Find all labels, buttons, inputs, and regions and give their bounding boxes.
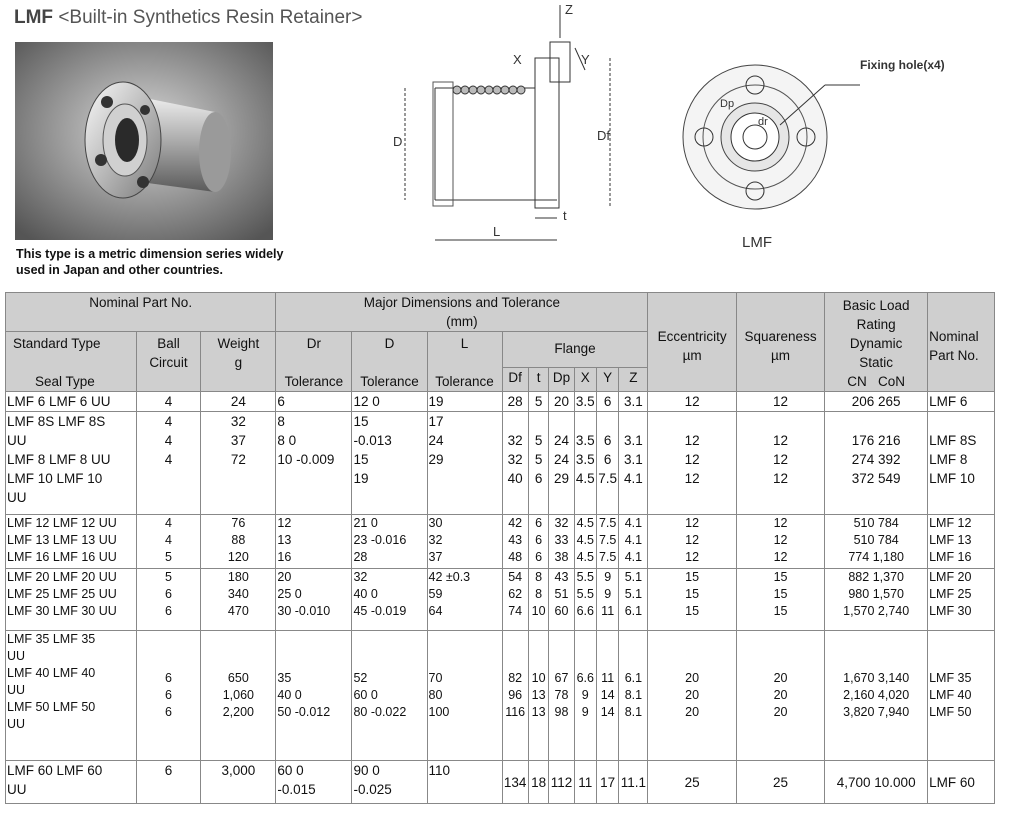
head-dr: Dr Tolerance	[276, 332, 352, 392]
cell-ball: 4	[136, 392, 201, 412]
cell-weight: 3,000	[201, 761, 276, 804]
cell-weight: 76 88 120	[201, 515, 276, 569]
cell-ecc: 12	[648, 392, 736, 412]
cell-ecc: 25	[648, 761, 736, 804]
table-row	[6, 392, 995, 412]
head-nominal: Nominal Part No.	[6, 293, 276, 332]
cell-weight: 180 340 470	[201, 569, 276, 631]
cell-nom: LMF 8S LMF 8 LMF 10	[928, 412, 995, 515]
cell-dr: 60 0 -0.015	[276, 761, 352, 804]
page-title	[14, 7, 362, 29]
cell-part: LMF 60 LMF 60 UU	[6, 761, 137, 804]
cell-sq: 15 15 15	[736, 569, 824, 631]
cell-x: 5.5 5.5 6.6	[574, 569, 596, 631]
cell-z: 6.1 8.1 8.1	[619, 631, 648, 761]
cell-l: 70 80 100	[427, 631, 502, 761]
head-squareness: Squareness µm	[736, 293, 824, 392]
cell-cn: 510 784 510 784 774 1,180	[825, 515, 928, 569]
head-y: Y	[596, 368, 618, 392]
cell-sq: 20 20 20	[736, 631, 824, 761]
cell-sq: 12 12 12	[736, 412, 824, 515]
diag-label-dr: dr	[758, 116, 768, 128]
spec-table	[5, 292, 995, 804]
head-nominal-right: Nominal Part No.	[928, 293, 995, 392]
header-area	[0, 0, 1017, 292]
cell-part: LMF 6 LMF 6 UU	[6, 392, 137, 412]
cell-ball: 5 6 6	[136, 569, 201, 631]
cell-z: 3.1	[619, 392, 648, 412]
cell-ecc: 20 20 20	[648, 631, 736, 761]
cell-nom: LMF 12 LMF 13 LMF 16	[928, 515, 995, 569]
cell-cn: 176 216 274 392 372 549	[825, 412, 928, 515]
diag-label-l: L	[493, 224, 501, 239]
cell-z: 3.1 3.1 4.1	[619, 412, 648, 515]
cell-z: 5.1 5.1 6.1	[619, 569, 648, 631]
cell-df: 42 43 48	[502, 515, 528, 569]
cell-df: 28	[502, 392, 528, 412]
head-l: L Tolerance	[427, 332, 502, 392]
cell-cn: 206 265	[825, 392, 928, 412]
cell-d: 52 60 0 80 -0.022	[352, 631, 427, 761]
cell-ecc: 12 12 12	[648, 412, 736, 515]
cell-y: 6 6 7.5	[596, 412, 618, 515]
side-section-diagram	[385, 0, 635, 255]
cell-dp: 32 33 38	[549, 515, 574, 569]
cell-df: 32 32 40	[502, 412, 528, 515]
head-type: Standard Type Seal Type	[6, 332, 137, 392]
cell-part: LMF 8S LMF 8S UU LMF 8 LMF 8 UU LMF 10 LMF 10 UU	[6, 412, 137, 515]
cell-dp: 112	[549, 761, 574, 804]
head-major: Major Dimensions and Tolerance (mm)	[276, 293, 648, 332]
model-subtitle: <Built-in Synthetics Resin Retainer>	[58, 7, 363, 28]
cell-x: 11	[574, 761, 596, 804]
cell-d: 12 0	[352, 392, 427, 412]
cell-l: 30 32 37	[427, 515, 502, 569]
cell-z: 4.1 4.1 4.1	[619, 515, 648, 569]
cell-ball: 6 6 6	[136, 631, 201, 761]
cell-d: 90 0 -0.025	[352, 761, 427, 804]
cell-y: 7.5 7.5 7.5	[596, 515, 618, 569]
description: This type is a metric dimension series widely used in Japan and other countries.	[16, 247, 284, 277]
cell-l: 17 24 29	[427, 412, 502, 515]
cell-t: 5 5 6	[528, 412, 549, 515]
head-df: Df	[502, 368, 528, 392]
diag-label-x: X	[513, 52, 522, 67]
cell-dp: 67 78 98	[549, 631, 574, 761]
cell-cn: 1,670 3,140 2,160 4,020 3,820 7,940	[825, 631, 928, 761]
cell-y: 17	[596, 761, 618, 804]
cell-dp: 20	[549, 392, 574, 412]
table-row	[6, 515, 995, 569]
cell-ecc: 15 15 15	[648, 569, 736, 631]
model-name: LMF	[14, 7, 54, 28]
table-row	[6, 631, 995, 761]
cell-t: 5	[528, 392, 549, 412]
head-d: D Tolerance	[352, 332, 427, 392]
head-flange: Flange	[502, 332, 648, 368]
diag-label-t: t	[563, 208, 567, 223]
cell-y: 11 14 14	[596, 631, 618, 761]
cell-l: 19	[427, 392, 502, 412]
cell-dp: 43 51 60	[549, 569, 574, 631]
diag-label-d: D	[393, 134, 403, 149]
cell-ball: 4 4 4	[136, 412, 201, 515]
cell-nom: LMF 20 LMF 25 LMF 30	[928, 569, 995, 631]
diag-label-dp: Dp	[720, 98, 735, 110]
cell-l: 110	[427, 761, 502, 804]
cell-dr: 8 8 0 10 -0.009	[276, 412, 352, 515]
diag-label-df: Df	[597, 128, 610, 143]
head-basic-load: Basic Load Rating Dynamic Static CN CoN	[825, 293, 928, 392]
cell-y: 6	[596, 392, 618, 412]
table-row	[6, 412, 995, 515]
cell-d: 32 40 0 45 -0.019	[352, 569, 427, 631]
cell-z: 11.1	[619, 761, 648, 804]
cell-weight: 650 1,060 2,200	[201, 631, 276, 761]
cell-x: 6.6 9 9	[574, 631, 596, 761]
head-eccentricity: Eccentricity µm	[648, 293, 736, 392]
cell-sq: 12	[736, 392, 824, 412]
cell-x: 3.5	[574, 392, 596, 412]
cell-df: 54 62 74	[502, 569, 528, 631]
cell-weight: 32 37 72	[201, 412, 276, 515]
head-z: Z	[619, 368, 648, 392]
cell-part: LMF 12 LMF 12 UU LMF 13 LMF 13 UU LMF 16 LMF 16 UU	[6, 515, 137, 569]
cell-y: 9 9 11	[596, 569, 618, 631]
cell-l: 42 ±0.3 59 64	[427, 569, 502, 631]
cell-dr: 20 25 0 30 -0.010	[276, 569, 352, 631]
head-weight: Weight g	[201, 332, 276, 392]
cell-dp: 24 24 29	[549, 412, 574, 515]
cell-nom: LMF 60	[928, 761, 995, 804]
cell-ball: 4 4 5	[136, 515, 201, 569]
cell-d: 15 -0.013 15 19	[352, 412, 427, 515]
head-dp: Dp	[549, 368, 574, 392]
cell-t: 8 8 10	[528, 569, 549, 631]
cell-ecc: 12 12 12	[648, 515, 736, 569]
cell-d: 21 0 23 -0.016 28	[352, 515, 427, 569]
cell-dr: 6	[276, 392, 352, 412]
cell-t: 18	[528, 761, 549, 804]
head-x: X	[574, 368, 596, 392]
front-view-diagram	[660, 45, 980, 260]
cell-nom: LMF 6	[928, 392, 995, 412]
diag-label-z: Z	[565, 2, 573, 17]
cell-ball: 6	[136, 761, 201, 804]
diag-label-y: Y	[581, 52, 590, 67]
cell-t: 10 13 13	[528, 631, 549, 761]
cell-part: LMF 35 LMF 35 UU LMF 40 LMF 40 UU LMF 50 LMF 50 UU	[6, 631, 137, 761]
cell-cn: 4,700 10.000	[825, 761, 928, 804]
head-t: t	[528, 368, 549, 392]
cell-t: 6 6 6	[528, 515, 549, 569]
cell-x: 3.5 3.5 4.5	[574, 412, 596, 515]
cell-sq: 25	[736, 761, 824, 804]
cell-df: 134	[502, 761, 528, 804]
head-ball-circuit: Ball Circuit	[136, 332, 201, 392]
fixing-hole-label: Fixing hole(x4)	[860, 58, 945, 72]
cell-cn: 882 1,370 980 1,570 1,570 2,740	[825, 569, 928, 631]
cell-weight: 24	[201, 392, 276, 412]
cell-part: LMF 20 LMF 20 UU LMF 25 LMF 25 UU LMF 30 LMF 30 UU	[6, 569, 137, 631]
cell-df: 82 96 116	[502, 631, 528, 761]
cell-sq: 12 12 12	[736, 515, 824, 569]
cell-dr: 35 40 0 50 -0.012	[276, 631, 352, 761]
table-row	[6, 569, 995, 631]
front-view-name: LMF	[742, 234, 772, 251]
cell-dr: 12 13 16	[276, 515, 352, 569]
cell-nom: LMF 35 LMF 40 LMF 50	[928, 631, 995, 761]
product-photo	[15, 42, 273, 240]
cell-x: 4.5 4.5 4.5	[574, 515, 596, 569]
table-row	[6, 761, 995, 804]
